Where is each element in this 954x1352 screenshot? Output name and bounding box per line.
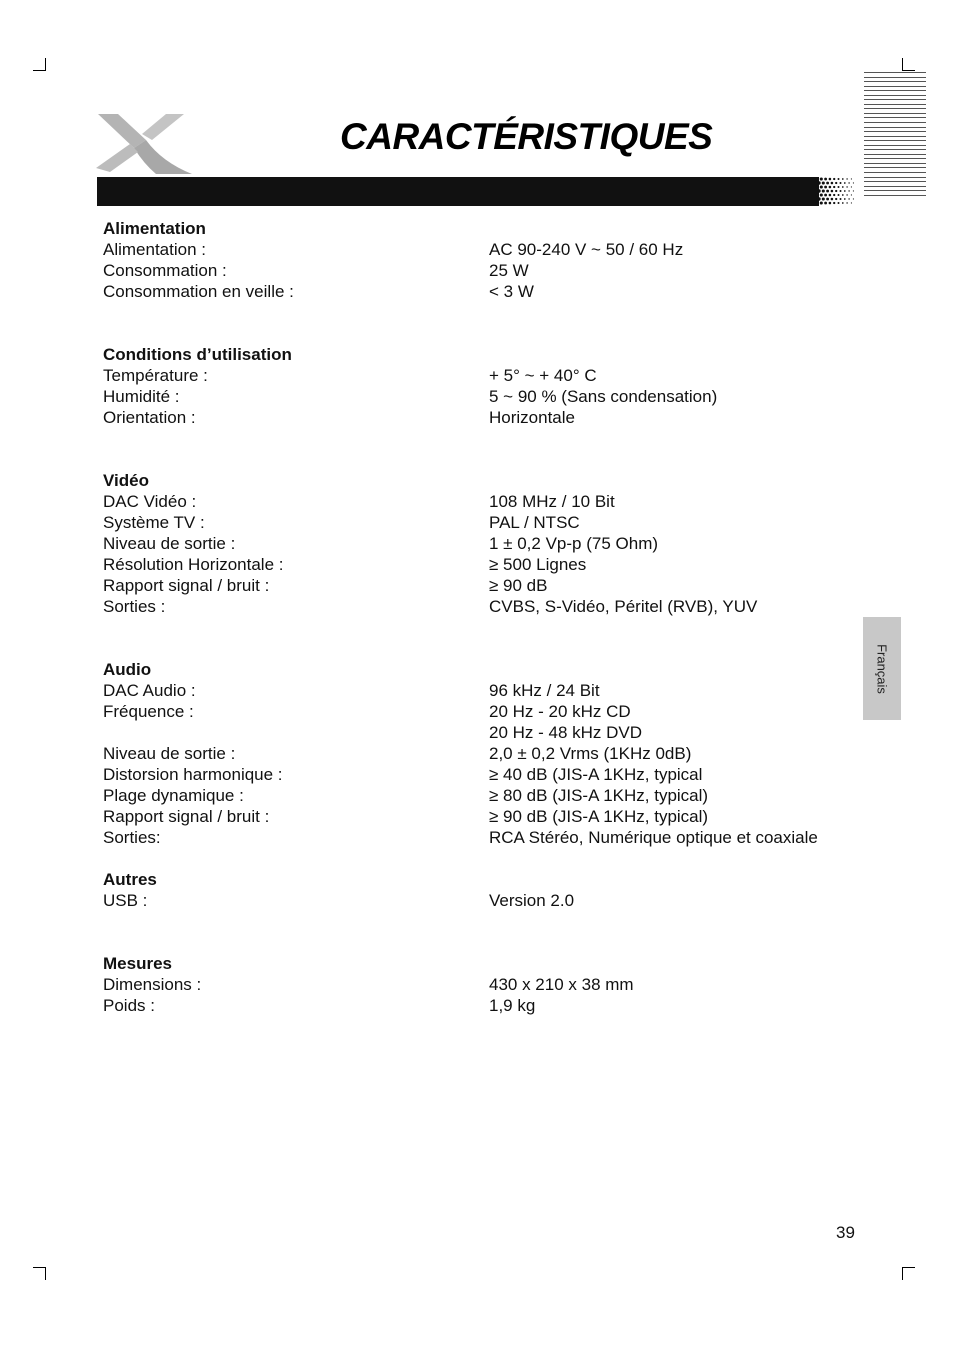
pattern-dot [848, 198, 849, 199]
pattern-dot [844, 198, 846, 200]
spec-row [103, 365, 863, 386]
pattern-dot [853, 198, 854, 199]
section-spacer [103, 911, 863, 953]
pattern-dot [831, 182, 834, 185]
pattern-dot [824, 178, 827, 181]
header-bar-dot-pattern [815, 177, 855, 206]
pattern-dot [833, 194, 835, 196]
pattern-dot [826, 190, 829, 193]
section-operating-conditions [103, 344, 863, 428]
pattern-dot [829, 194, 832, 197]
pattern-dot [851, 194, 852, 195]
stripe-line [864, 190, 926, 191]
pattern-dot [835, 182, 837, 184]
spec-label: Sorties: [103, 828, 161, 847]
decorative-stripes [864, 72, 926, 200]
spec-row [103, 554, 863, 575]
pattern-dot [815, 201, 818, 204]
pattern-dot [815, 185, 818, 188]
section-heading: Autres [103, 870, 157, 889]
section-dimensions [103, 953, 863, 1016]
section-heading: Mesures [103, 954, 172, 973]
spec-row [103, 722, 863, 743]
stripe-line [864, 81, 926, 82]
stripe-line [864, 86, 926, 87]
stripe-line [864, 136, 926, 137]
pattern-dot [817, 189, 820, 192]
spec-row [103, 806, 863, 827]
spec-row [103, 974, 863, 995]
spec-value: 2,0 ± 0,2 Vrms (1KHz 0dB) [489, 744, 692, 763]
stripe-line [864, 95, 926, 96]
spec-value: Horizontale [489, 408, 575, 427]
pattern-dot [844, 182, 846, 184]
pattern-dot [820, 201, 823, 204]
specifications-list [103, 218, 863, 1016]
spec-row [103, 281, 863, 302]
pattern-dot [838, 186, 840, 188]
pattern-dot [842, 178, 844, 180]
stripe-line [864, 195, 926, 196]
pattern-dot [835, 190, 837, 192]
spec-label: Niveau de sortie : [103, 534, 236, 553]
page-number: 39 [836, 1223, 855, 1242]
spec-value: ≥ 90 dB (JIS-A 1KHz, typical) [489, 807, 709, 826]
spec-value: 1,9 kg [489, 996, 536, 1015]
crop-mark-top-left [33, 58, 46, 71]
pattern-dot [846, 178, 847, 179]
spec-value: ≥ 40 dB (JIS-A 1KHz, typical [489, 765, 703, 784]
section-spacer [103, 848, 863, 869]
spec-label: Système TV : [103, 513, 205, 532]
pattern-dot [842, 202, 844, 204]
pattern-dot [831, 190, 834, 193]
stripe-line [864, 163, 926, 164]
spec-row [103, 575, 863, 596]
spec-row [103, 785, 863, 806]
pattern-dot [815, 177, 818, 180]
spec-value: 108 MHz / 10 Bit [489, 492, 615, 511]
spec-row [103, 995, 863, 1016]
section-video [103, 470, 863, 617]
crop-mark-bottom-right [902, 1267, 915, 1280]
spec-value: < 3 W [489, 282, 534, 301]
stripe-line [864, 72, 926, 73]
pattern-dot [840, 182, 842, 184]
spec-label: Plage dynamique : [103, 786, 244, 805]
section-spacer [103, 617, 863, 659]
stripe-line [864, 167, 926, 168]
spec-label: Rapport signal / bruit : [103, 807, 270, 826]
stripe-line [864, 127, 926, 128]
section-power [103, 218, 863, 302]
pattern-dot [851, 178, 852, 179]
pattern-dot [840, 190, 842, 192]
spec-value: 25 W [489, 261, 529, 280]
section-spacer [103, 302, 863, 344]
pattern-dot [817, 181, 820, 184]
pattern-dot [833, 178, 835, 180]
stripe-line [864, 145, 926, 146]
stripe-line [864, 181, 926, 182]
spec-row [103, 260, 863, 281]
pattern-dot [831, 198, 834, 201]
pattern-dot [840, 198, 842, 200]
spec-label: USB : [103, 891, 148, 910]
language-tab-label: Français [874, 643, 890, 694]
stripe-line [864, 117, 926, 118]
stripe-line [864, 122, 926, 123]
section-audio [103, 659, 863, 848]
spec-row [103, 743, 863, 764]
spec-value: ≥ 90 dB [489, 576, 548, 595]
spec-label: Niveau de sortie : [103, 744, 236, 763]
pattern-dot [851, 202, 852, 203]
pattern-dot [835, 198, 837, 200]
stripe-line [864, 158, 926, 159]
pattern-dot [822, 181, 825, 184]
pattern-dot [824, 202, 827, 205]
pattern-dot [848, 190, 849, 191]
pattern-dot [820, 193, 823, 196]
pattern-dot [842, 194, 844, 196]
spec-row [103, 764, 863, 785]
stripe-line [864, 90, 926, 91]
stripe-line [864, 172, 926, 173]
spec-value: 96 kHz / 24 Bit [489, 681, 600, 700]
brand-x-logo [96, 110, 196, 176]
pattern-dot [833, 186, 835, 188]
spec-row [103, 239, 863, 260]
pattern-dot [846, 194, 847, 195]
pattern-dot [822, 197, 825, 200]
spec-value: Version 2.0 [489, 891, 575, 910]
pattern-dot [824, 186, 827, 189]
spec-row [103, 890, 863, 911]
language-tab [863, 617, 901, 720]
pattern-dot [817, 197, 820, 200]
spec-label: Alimentation : [103, 240, 206, 259]
spec-row [103, 533, 863, 554]
spec-value: PAL / NTSC [489, 513, 580, 532]
stripe-line [864, 77, 926, 78]
spec-label: Rapport signal / bruit : [103, 576, 270, 595]
spec-label: Consommation en veille : [103, 282, 294, 301]
stripe-line [864, 104, 926, 105]
pattern-dot [829, 202, 832, 205]
spec-row [103, 680, 863, 701]
stripe-line [864, 131, 926, 132]
spec-row [103, 491, 863, 512]
spec-row [103, 827, 863, 848]
spec-value: ≥ 80 dB (JIS-A 1KHz, typical) [489, 786, 709, 805]
section-heading: Conditions d’utilisation [103, 345, 292, 364]
pattern-dot [846, 202, 847, 203]
spec-value: 20 Hz - 20 kHz CD [489, 702, 631, 721]
pattern-dot [838, 202, 840, 204]
pattern-dot [846, 186, 847, 187]
spec-value: + 5° ~ + 40° C [489, 366, 597, 385]
page-title: CARACTÉRISTIQUES [340, 116, 713, 157]
stripe-line [864, 186, 926, 187]
spec-row [103, 407, 863, 428]
pattern-dot [851, 186, 852, 187]
stripe-line [864, 154, 926, 155]
section-heading: Vidéo [103, 471, 149, 490]
spec-row [103, 512, 863, 533]
crop-mark-bottom-left [33, 1267, 46, 1280]
stripe-line [864, 149, 926, 150]
spec-label: Dimensions : [103, 975, 202, 994]
spec-value: 430 x 210 x 38 mm [489, 975, 634, 994]
spec-row [103, 701, 863, 722]
pattern-dot [848, 182, 849, 183]
stripe-line [864, 108, 926, 109]
spec-value: 1 ± 0,2 Vp-p (75 Ohm) [489, 534, 659, 553]
spec-label: Orientation : [103, 408, 196, 427]
pattern-dot [820, 177, 823, 180]
spec-label: Humidité : [103, 387, 180, 406]
spec-label: Température : [103, 366, 208, 385]
header-bar [97, 177, 819, 206]
pattern-dot [826, 182, 829, 185]
pattern-dot [853, 182, 854, 183]
pattern-dot [833, 202, 835, 204]
crop-mark-top-right [902, 58, 915, 71]
pattern-dot [815, 193, 818, 196]
spec-label: Sorties : [103, 597, 166, 616]
spec-label: DAC Audio : [103, 681, 196, 700]
spec-row [103, 386, 863, 407]
section-spacer [103, 428, 863, 470]
spec-label: DAC Vidéo : [103, 492, 197, 511]
pattern-dot [829, 186, 832, 189]
spec-value: 20 Hz - 48 kHz DVD [489, 723, 643, 742]
spec-value: CVBS, S-Vidéo, Péritel (RVB), YUV [489, 597, 758, 616]
pattern-dot [829, 178, 832, 181]
spec-row [103, 596, 863, 617]
pattern-dot [822, 189, 825, 192]
pattern-dot [838, 194, 840, 196]
section-other [103, 869, 863, 911]
pattern-dot [826, 198, 829, 201]
spec-value: ≥ 500 Lignes [489, 555, 587, 574]
section-heading: Audio [103, 660, 152, 679]
spec-label: Poids : [103, 996, 155, 1015]
pattern-dot [842, 186, 844, 188]
pattern-dot [838, 178, 840, 180]
stripe-line [864, 99, 926, 100]
pattern-dot [824, 194, 827, 197]
spec-label: Fréquence : [103, 702, 194, 721]
pattern-dot [820, 185, 823, 188]
spec-value: AC 90-240 V ~ 50 / 60 Hz [489, 240, 684, 259]
spec-label: Consommation : [103, 261, 227, 280]
stripe-line [864, 140, 926, 141]
pattern-dot [853, 190, 854, 191]
pattern-dot [844, 190, 846, 192]
spec-label: Distorsion harmonique : [103, 765, 283, 784]
spec-value: 5 ~ 90 % (Sans condensation) [489, 387, 718, 406]
section-heading: Alimentation [103, 219, 206, 238]
stripe-line [864, 177, 926, 178]
spec-label [103, 722, 489, 743]
stripe-line [864, 113, 926, 114]
spec-label: Résolution Horizontale : [103, 555, 284, 574]
spec-value: RCA Stéréo, Numérique optique et coaxiale [489, 828, 818, 847]
